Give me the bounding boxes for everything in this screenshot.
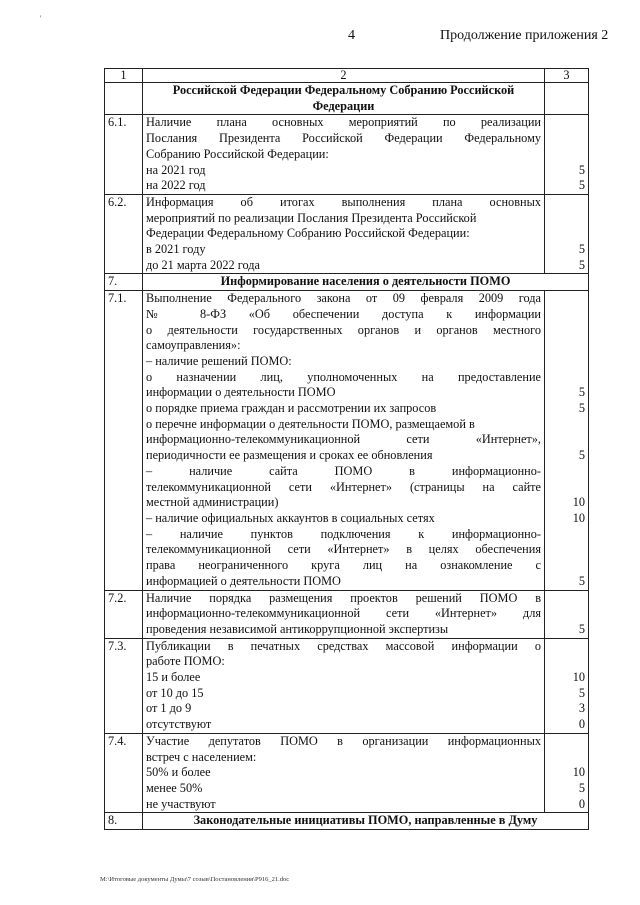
row-text xyxy=(143,194,545,274)
section-number: 7. xyxy=(105,274,143,291)
text-line: Собранию Российской Федерации: xyxy=(146,146,329,161)
score-value: 10 xyxy=(572,765,585,780)
row-text xyxy=(143,733,545,813)
text-line: на 2022 год xyxy=(146,178,206,193)
text-line: 15 и более xyxy=(146,670,201,685)
text-line: периодичности ее размещения и сроках ее обновления xyxy=(146,448,433,463)
score-value xyxy=(548,370,585,386)
text-line: на 2021 год xyxy=(146,162,206,177)
section-row xyxy=(105,813,589,830)
text-line: менее 50% xyxy=(146,780,203,795)
text-line: от 1 до 9 xyxy=(146,701,192,716)
row-number: 7.3. xyxy=(105,638,143,733)
text-line: от 10 до 15 xyxy=(146,685,204,700)
section-row xyxy=(105,274,589,291)
table-row xyxy=(105,83,589,115)
col-header-score: 3 xyxy=(545,69,589,83)
page-number: 4 xyxy=(348,28,355,43)
text-line: до 21 марта 2022 года xyxy=(146,257,260,272)
text-line: о перечне информации о деятельности ПОМО, размещаемой в xyxy=(146,416,475,431)
score-value xyxy=(548,323,585,339)
score-value xyxy=(548,226,585,242)
score-value: 0 xyxy=(578,796,585,811)
row-text xyxy=(143,291,545,590)
text-line: Участие депутатов ПОМО в организации информационных xyxy=(146,733,541,748)
text-line: – наличие сайта ПОМО в информационно- xyxy=(146,463,541,478)
text-line: местной администрации) xyxy=(146,495,279,510)
text-line: Наличие плана основных мероприятий по реализации xyxy=(146,115,541,130)
row-text xyxy=(143,638,545,733)
row-score xyxy=(545,590,589,638)
score-value xyxy=(548,338,585,354)
score-value: 10 xyxy=(572,495,585,510)
row-number xyxy=(105,83,143,115)
score-value: 5 xyxy=(578,780,585,795)
score-value xyxy=(548,99,585,115)
row-score xyxy=(545,83,589,115)
text-line: встреч с населением: xyxy=(146,749,257,764)
text-line: Публикации в печатных средствах массовой информации о xyxy=(146,638,541,653)
score-value xyxy=(548,558,585,574)
row-text xyxy=(143,115,545,195)
score-value: 5 xyxy=(578,685,585,700)
score-value: 5 xyxy=(578,162,585,177)
row-score xyxy=(545,291,589,590)
score-value xyxy=(548,654,585,670)
text-line: права неограниченного круга лиц на ознакомление с xyxy=(146,558,541,573)
text-line: Российской Федерации Федеральному Собранию Российской xyxy=(172,83,515,97)
text-line: – наличие решений ПОМО: xyxy=(146,353,292,368)
score-value xyxy=(548,417,585,433)
score-value xyxy=(548,131,585,147)
text-line: проведения независимой антикоррупционной экспертизы xyxy=(146,621,449,636)
score-value: 5 xyxy=(578,621,585,636)
text-line: – наличие пунктов подключения к информационно- xyxy=(146,526,541,541)
text-line: телекоммуникационной сети «Интернет» (страницы на сайте xyxy=(146,479,541,494)
score-value xyxy=(548,432,585,448)
score-value: 5 xyxy=(578,448,585,463)
continuation-label: Продолжение приложения 2 xyxy=(440,28,609,43)
score-value xyxy=(548,307,585,323)
score-value xyxy=(548,639,585,655)
text-line: мероприятий по реализации Послания Президента Российской xyxy=(146,210,477,225)
text-line: Федерации Федеральному Собранию Российской Федерации: xyxy=(146,226,470,241)
section-title: Информирование населения о деятельности ПОМО xyxy=(143,274,589,291)
text-line: телекоммуникационной сети «Интернет» в целях обеспечения xyxy=(146,542,541,557)
score-value: 5 xyxy=(578,257,585,272)
row-score xyxy=(545,638,589,733)
score-value: 5 xyxy=(578,385,585,400)
text-line: Послания Президента Российской Федерации Федеральному xyxy=(146,131,541,146)
score-value xyxy=(548,211,585,227)
text-line: в 2021 году xyxy=(146,242,206,257)
file-path-footer: М:\Итоговые документы Думы\7 созыв\Постановления\Р916_21.doc xyxy=(100,876,290,883)
text-line: о деятельности государственных органов и органов местного xyxy=(146,322,541,337)
score-value xyxy=(548,606,585,622)
score-value: 10 xyxy=(572,510,585,525)
score-value xyxy=(548,734,585,750)
criteria-table xyxy=(104,68,589,830)
score-value xyxy=(548,195,585,211)
row-number: 6.2. xyxy=(105,194,143,274)
table-row xyxy=(105,590,589,638)
text-line: № 8-ФЗ «Об обеспечении доступа к информации xyxy=(146,306,541,321)
text-line: информационно-телекоммуникационной сети «Интернет» для xyxy=(146,606,541,621)
row-number: 6.1. xyxy=(105,115,143,195)
table-row xyxy=(105,194,589,274)
col-header-criterion: 2 xyxy=(143,69,545,83)
text-line: информации о деятельности ПОМО xyxy=(146,385,336,400)
score-value: 5 xyxy=(578,242,585,257)
section-number: 8. xyxy=(105,813,143,830)
row-score xyxy=(545,115,589,195)
score-value xyxy=(548,464,585,480)
text-line: информацией о деятельности ПОМО xyxy=(146,573,341,588)
text-line: Выполнение Федерального закона от 09 февраля 2009 года xyxy=(146,291,541,306)
score-value xyxy=(548,527,585,543)
text-line: о порядке приема граждан и рассмотрении их запросов xyxy=(146,401,437,416)
score-value: 5 xyxy=(578,401,585,416)
score-value: 3 xyxy=(578,701,585,716)
score-value xyxy=(548,591,585,607)
text-line: самоуправления»: xyxy=(146,338,241,353)
col-header-number: 1 xyxy=(105,69,143,83)
text-line: о назначении лиц, уполномоченных на предоставление xyxy=(146,369,541,384)
section-title: Законодательные инициативы ПОМО, направленные в Думу xyxy=(143,813,589,830)
row-text xyxy=(143,590,545,638)
score-value xyxy=(548,542,585,558)
score-value: 0 xyxy=(578,717,585,732)
text-line: Информация об итогах выполнения плана основных xyxy=(146,194,541,209)
column-header-row xyxy=(105,69,589,83)
score-value xyxy=(548,750,585,766)
row-score xyxy=(545,733,589,813)
row-number: 7.2. xyxy=(105,590,143,638)
row-text xyxy=(143,83,545,115)
score-value xyxy=(548,147,585,163)
score-value: 10 xyxy=(572,670,585,685)
text-line: Федерации xyxy=(312,98,375,113)
corner-mark: ' xyxy=(40,14,42,23)
score-value: 5 xyxy=(578,573,585,588)
score-value xyxy=(548,291,585,307)
row-number: 7.1. xyxy=(105,291,143,590)
text-line: не участвуют xyxy=(146,796,216,811)
row-number: 7.4. xyxy=(105,733,143,813)
row-score xyxy=(545,194,589,274)
score-value: 5 xyxy=(578,178,585,193)
text-line: информационно-телекоммуникационной сети «Интернет», xyxy=(146,432,541,447)
score-value xyxy=(548,354,585,370)
score-value xyxy=(548,480,585,496)
text-line: отсутствуют xyxy=(146,717,212,732)
text-line: Наличие порядка размещения проектов решений ПОМО в xyxy=(146,590,541,605)
text-line: – наличие официальных аккаунтов в социальных сетях xyxy=(146,510,435,525)
table-row xyxy=(105,638,589,733)
table-row xyxy=(105,115,589,195)
text-line: 50% и более xyxy=(146,765,211,780)
table-row xyxy=(105,733,589,813)
score-value xyxy=(548,83,585,99)
table-row xyxy=(105,291,589,590)
score-value xyxy=(548,115,585,131)
text-line: работе ПОМО: xyxy=(146,654,225,669)
